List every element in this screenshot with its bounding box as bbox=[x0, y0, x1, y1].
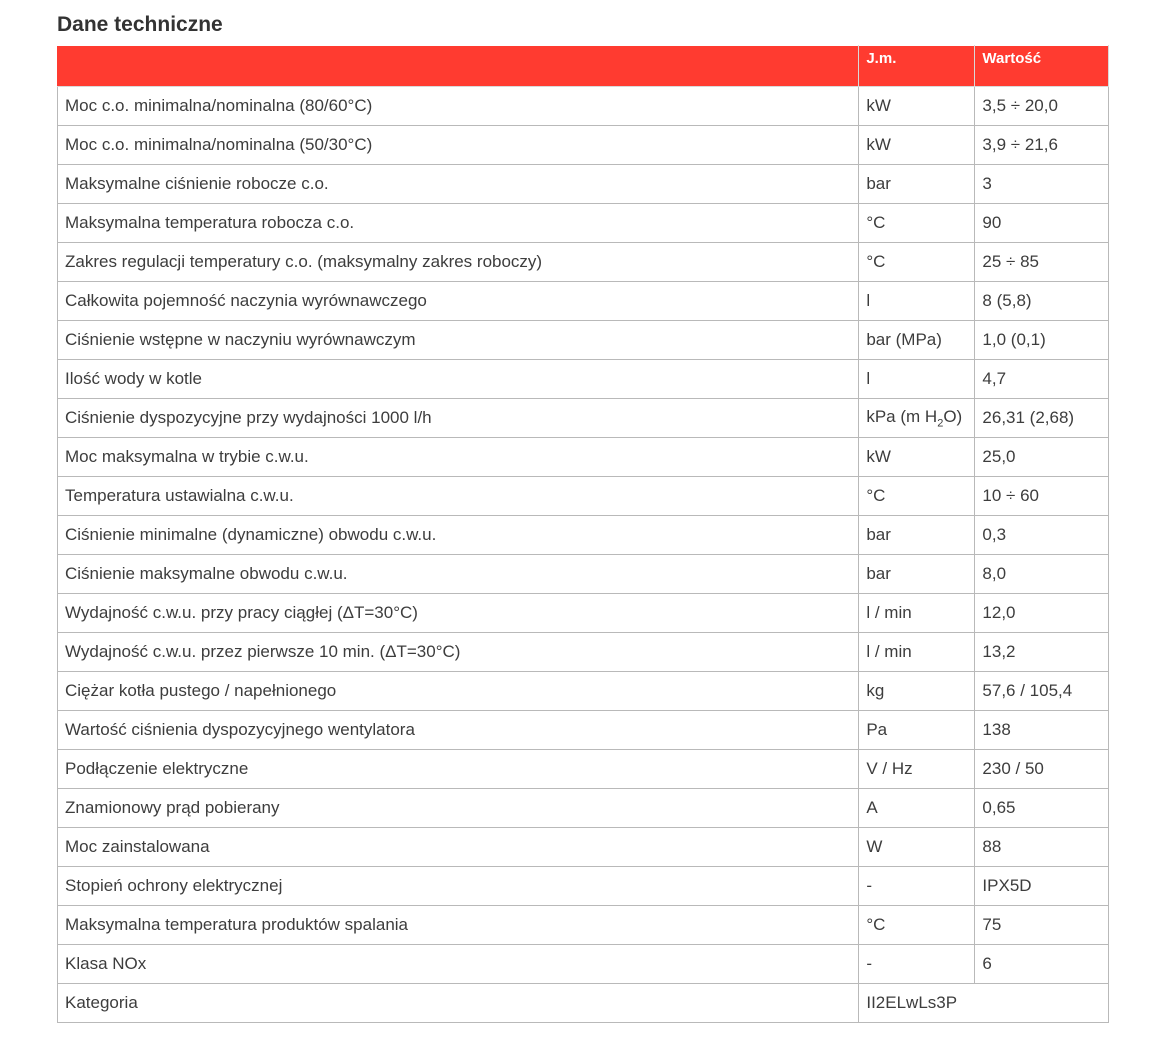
unit-cell: l / min bbox=[859, 633, 975, 672]
value-cell: 1,0 (0,1) bbox=[975, 321, 1109, 360]
param-cell: Stopień ochrony elektrycznej bbox=[58, 867, 859, 906]
value-cell: 57,6 / 105,4 bbox=[975, 672, 1109, 711]
table-row bbox=[58, 438, 1109, 477]
param-cell: Ciśnienie minimalne (dynamiczne) obwodu c.w.u. bbox=[58, 516, 859, 555]
value-cell: 26,31 (2,68) bbox=[975, 399, 1109, 438]
table-row bbox=[58, 711, 1109, 750]
value-cell: 230 / 50 bbox=[975, 750, 1109, 789]
param-cell: Podłączenie elektryczne bbox=[58, 750, 859, 789]
table-row bbox=[58, 789, 1109, 828]
value-cell: 88 bbox=[975, 828, 1109, 867]
unit-cell bbox=[859, 399, 975, 438]
param-cell: Klasa NOx bbox=[58, 945, 859, 984]
value-cell: 12,0 bbox=[975, 594, 1109, 633]
unit-cell: °C bbox=[859, 243, 975, 282]
value-cell: 90 bbox=[975, 204, 1109, 243]
value-cell: 25 ÷ 85 bbox=[975, 243, 1109, 282]
table-row bbox=[58, 516, 1109, 555]
unit-cell: °C bbox=[859, 906, 975, 945]
table-row bbox=[58, 204, 1109, 243]
unit-cell: bar bbox=[859, 165, 975, 204]
unit-cell: kg bbox=[859, 672, 975, 711]
param-cell: Ciśnienie maksymalne obwodu c.w.u. bbox=[58, 555, 859, 594]
param-cell: Moc maksymalna w trybie c.w.u. bbox=[58, 438, 859, 477]
value-cell: 13,2 bbox=[975, 633, 1109, 672]
param-cell: Ilość wody w kotle bbox=[58, 360, 859, 399]
table-row bbox=[58, 984, 1109, 1023]
table-row bbox=[58, 477, 1109, 516]
param-cell: Wydajność c.w.u. przy pracy ciągłej (ΔT=30°C) bbox=[58, 594, 859, 633]
table-row bbox=[58, 126, 1109, 165]
value-cell: 6 bbox=[975, 945, 1109, 984]
param-cell: Wartość ciśnienia dyspozycyjnego wentylatora bbox=[58, 711, 859, 750]
unit-cell: bar bbox=[859, 516, 975, 555]
param-cell: Maksymalna temperatura produktów spalania bbox=[58, 906, 859, 945]
param-cell: Maksymalne ciśnienie robocze c.o. bbox=[58, 165, 859, 204]
section-title: Dane techniczne bbox=[57, 13, 223, 36]
param-cell: Ciśnienie dyspozycyjne przy wydajności 1000 l/h bbox=[58, 399, 859, 438]
value-cell: 0,65 bbox=[975, 789, 1109, 828]
param-cell: Ciśnienie wstępne w naczyniu wyrównawczym bbox=[58, 321, 859, 360]
table-row bbox=[58, 867, 1109, 906]
header-value: Wartość bbox=[975, 46, 1109, 87]
table-row bbox=[58, 555, 1109, 594]
unit-cell: W bbox=[859, 828, 975, 867]
table-row bbox=[58, 945, 1109, 984]
param-cell: Temperatura ustawialna c.w.u. bbox=[58, 477, 859, 516]
table-row bbox=[58, 87, 1109, 126]
table-row bbox=[58, 243, 1109, 282]
table-row bbox=[58, 906, 1109, 945]
param-cell: Moc zainstalowana bbox=[58, 828, 859, 867]
unit-cell: - bbox=[859, 945, 975, 984]
unit-prefix: kPa (m H bbox=[866, 406, 938, 426]
param-cell: Moc c.o. minimalna/nominalna (50/30°C) bbox=[58, 126, 859, 165]
unit-cell: kW bbox=[859, 126, 975, 165]
header-row bbox=[58, 46, 1109, 87]
table-body bbox=[58, 87, 1109, 1023]
unit-subscript: 2 bbox=[937, 417, 944, 430]
table-row bbox=[58, 672, 1109, 711]
value-cell: 10 ÷ 60 bbox=[975, 477, 1109, 516]
unit-cell: kW bbox=[859, 87, 975, 126]
table-row bbox=[58, 165, 1109, 204]
table-row bbox=[58, 828, 1109, 867]
value-cell: 8,0 bbox=[975, 555, 1109, 594]
value-cell: 138 bbox=[975, 711, 1109, 750]
unit-cell: - bbox=[859, 867, 975, 906]
unit-cell: °C bbox=[859, 204, 975, 243]
unit-cell: °C bbox=[859, 477, 975, 516]
value-cell: 4,7 bbox=[975, 360, 1109, 399]
table-header bbox=[58, 46, 1109, 87]
unit-cell: bar (MPa) bbox=[859, 321, 975, 360]
table-row bbox=[58, 360, 1109, 399]
unit-cell: l bbox=[859, 282, 975, 321]
value-cell: IPX5D bbox=[975, 867, 1109, 906]
table-row bbox=[58, 321, 1109, 360]
param-cell: Ciężar kotła pustego / napełnionego bbox=[58, 672, 859, 711]
header-param bbox=[58, 46, 859, 87]
value-cell: 3 bbox=[975, 165, 1109, 204]
value-cell: 75 bbox=[975, 906, 1109, 945]
param-cell: Kategoria bbox=[58, 984, 859, 1023]
value-cell: 25,0 bbox=[975, 438, 1109, 477]
value-cell: 8 (5,8) bbox=[975, 282, 1109, 321]
param-cell: Wydajność c.w.u. przez pierwsze 10 min. (ΔT=30°C) bbox=[58, 633, 859, 672]
table-row bbox=[58, 399, 1109, 438]
table-row bbox=[58, 750, 1109, 789]
unit-cell: A bbox=[859, 789, 975, 828]
header-unit: J.m. bbox=[859, 46, 975, 87]
table-row bbox=[58, 633, 1109, 672]
value-cell: 3,5 ÷ 20,0 bbox=[975, 87, 1109, 126]
unit-cell: kW bbox=[859, 438, 975, 477]
unit-cell: V / Hz bbox=[859, 750, 975, 789]
unit-cell: l / min bbox=[859, 594, 975, 633]
unit-cell: l bbox=[859, 360, 975, 399]
param-cell: Znamionowy prąd pobierany bbox=[58, 789, 859, 828]
table-row bbox=[58, 594, 1109, 633]
unit-cell: Pa bbox=[859, 711, 975, 750]
param-cell: Zakres regulacji temperatury c.o. (maksymalny zakres roboczy) bbox=[58, 243, 859, 282]
technical-data-table bbox=[57, 45, 1109, 1023]
param-cell: Maksymalna temperatura robocza c.o. bbox=[58, 204, 859, 243]
unit-cell: bar bbox=[859, 555, 975, 594]
param-cell: Całkowita pojemność naczynia wyrównawczego bbox=[58, 282, 859, 321]
value-cell: 3,9 ÷ 21,6 bbox=[975, 126, 1109, 165]
param-cell: Moc c.o. minimalna/nominalna (80/60°C) bbox=[58, 87, 859, 126]
table-row bbox=[58, 282, 1109, 321]
unit-suffix: O) bbox=[943, 406, 963, 426]
category-cell: II2ELwLs3P bbox=[859, 984, 1109, 1023]
value-cell: 0,3 bbox=[975, 516, 1109, 555]
